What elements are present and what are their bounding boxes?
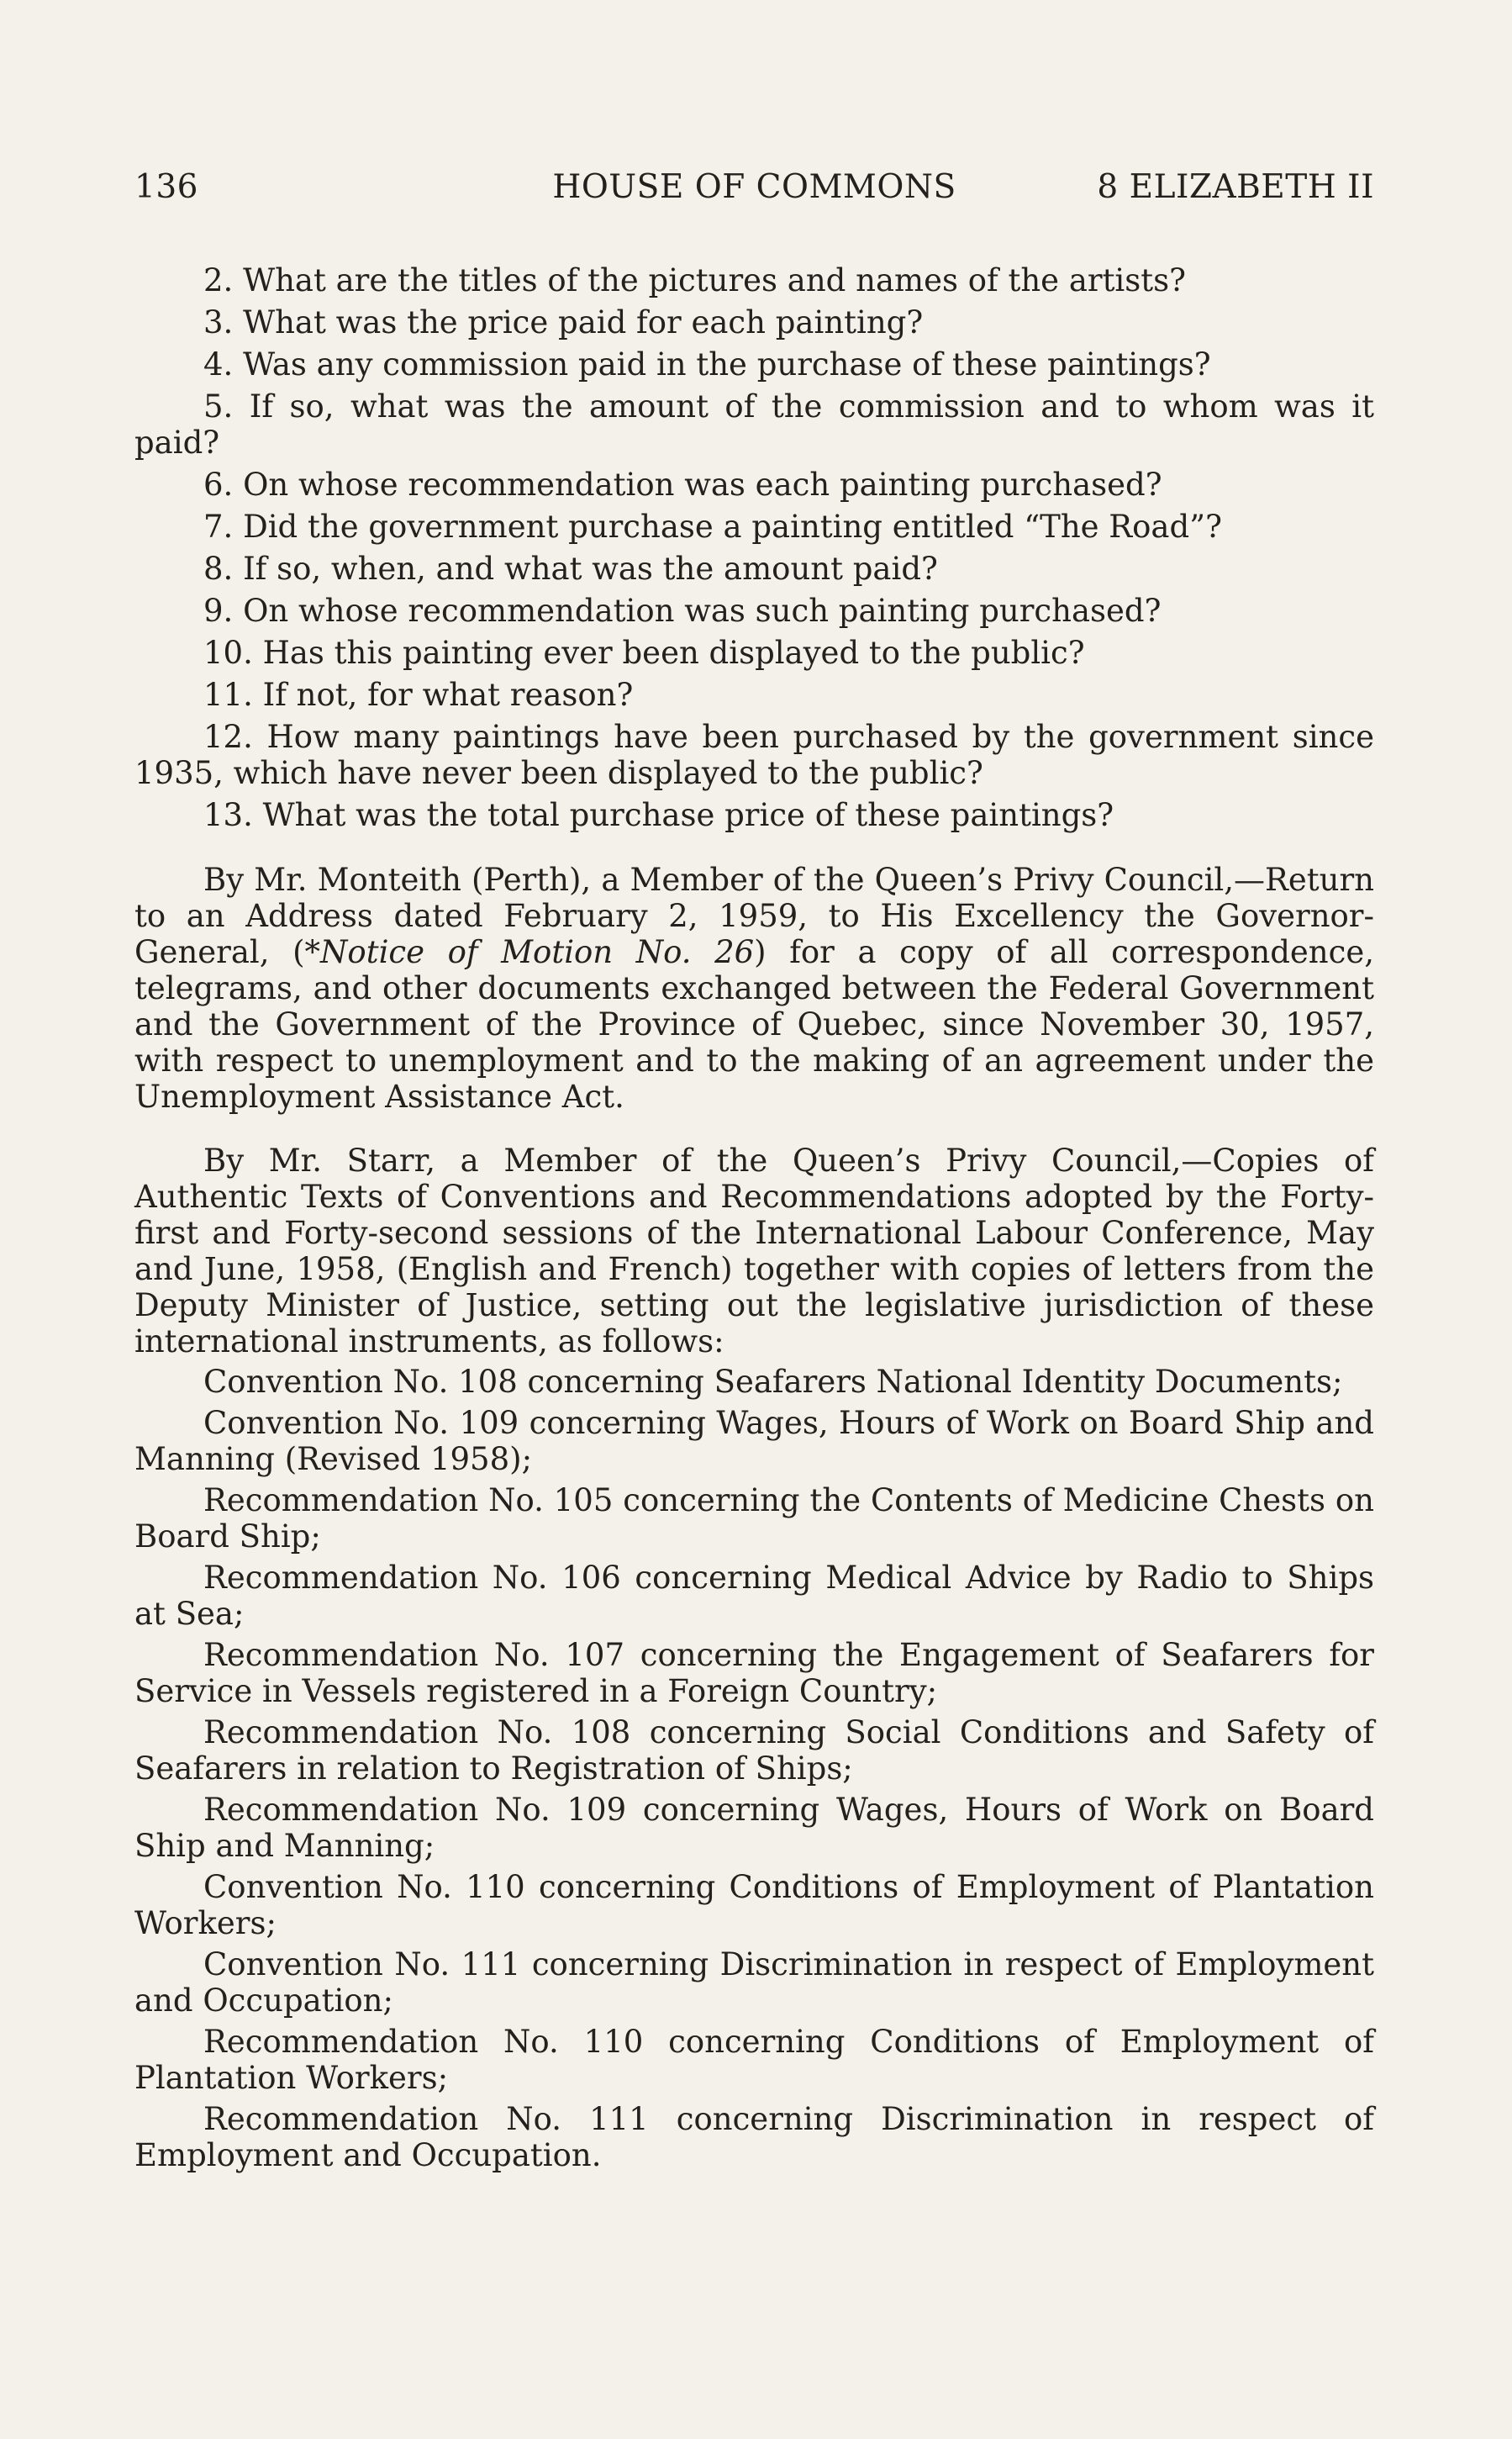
question-item: 10. Has this painting ever been displayed to the public?: [203, 635, 1085, 671]
question-item: 4. Was any commission paid in the purchase of these paintings?: [203, 346, 1211, 383]
instrument-item: Recommendation No. 109 concerning Wages, Hours of Work on Board Ship and Manning;: [134, 1792, 1374, 1864]
instrument-item: Convention No. 108 concerning Seafarers National Identity Documents;: [203, 1364, 1343, 1400]
instrument-item: Recommendation No. 111 concerning Discrimination in respect of Employment and Occupation.: [134, 2101, 1374, 2173]
question-item: 6. On whose recommendation was each painting purchased?: [203, 467, 1162, 503]
instrument-item: Convention No. 111 concerning Discrimination in respect of Employment and Occupation;: [134, 1946, 1374, 2019]
question-item: 9. On whose recommendation was such painting purchased?: [203, 593, 1162, 629]
monteith-return-paragraph: [134, 862, 1374, 1115]
monteith-text-start: By Mr. Monteith (Perth), a Member of the Queen’s Privy Council,—Return to an Address dated February 2, 1959, to His Excellency the Governor-General, (: [134, 862, 1374, 970]
instrument-item: Recommendation No. 108 concerning Social Conditions and Safety of Seafarers in relation to Registration of Ships;: [134, 1714, 1374, 1787]
page-number: 136: [134, 168, 198, 206]
question-item: 7. Did the government purchase a painting entitled “The Road”?: [203, 509, 1222, 545]
question-item: 13. What was the total purchase price of these paintings?: [203, 797, 1114, 833]
question-item: 2. What are the titles of the pictures and names of the artists?: [203, 262, 1186, 298]
instrument-item: Recommendation No. 107 concerning the Engagement of Seafarers for Service in Vessels registered in a Foreign Country;: [134, 1637, 1374, 1709]
question-item: 12. How many paintings have been purchased by the government since 1935, which have never been displayed to the public?: [134, 719, 1374, 791]
regnal-year: 8 ELIZABETH II: [1097, 168, 1374, 206]
page-body: [134, 262, 1374, 2178]
instrument-list: [134, 1364, 1374, 2173]
page-title: HOUSE OF COMMONS: [552, 168, 956, 206]
question-item: 8. If so, when, and what was the amount paid?: [203, 551, 938, 587]
running-header: [134, 168, 1374, 215]
instrument-item: Recommendation No. 105 concerning the Contents of Medicine Chests on Board Ship;: [134, 1482, 1374, 1555]
question-list: [134, 262, 1374, 833]
instrument-item: Convention No. 110 concerning Conditions of Employment of Plantation Workers;: [134, 1869, 1374, 1941]
instrument-item: Recommendation No. 110 concerning Conditions of Employment of Plantation Workers;: [134, 2024, 1374, 2096]
instrument-item: Recommendation No. 106 concerning Medical Advice by Radio to Ships at Sea;: [134, 1560, 1374, 1632]
notice-of-motion-reference: *Notice of Motion No. 26: [304, 934, 755, 970]
instrument-item: Convention No. 109 concerning Wages, Hours of Work on Board Ship and Manning (Revised 1958);: [134, 1405, 1374, 1477]
monteith-text-end: ) for a copy of all correspondence, telegrams, and other documents exchanged between the Federal Government and the Government of the Province of Quebec, since November 30, 1957, with respect to unemployment and to the making of an agreement under the Unemployment Assistance Act.: [134, 934, 1374, 1115]
starr-return-paragraph: By Mr. Starr, a Member of the Queen’s Privy Council,—Copies of Authentic Texts of Conventions and Recommendations adopted by the Forty-first and Forty-second sessions of the International Labour Conference, May and June, 1958, (English and French) together with copies of letters from the Deputy Minister of Justice, setting out the legislative jurisdiction of these international instruments, as follows:: [134, 1143, 1374, 1359]
question-item: 5. If so, what was the amount of the commission and to whom was it paid?: [134, 388, 1374, 461]
question-item: 11. If not, for what reason?: [203, 677, 634, 713]
question-item: 3. What was the price paid for each painting?: [203, 304, 924, 341]
